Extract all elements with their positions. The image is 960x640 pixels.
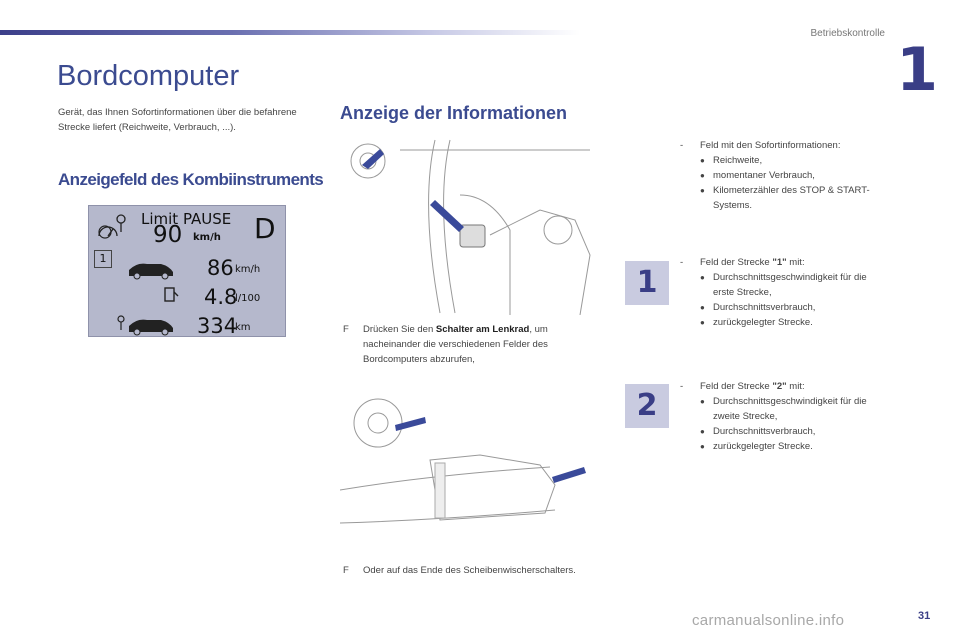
- list-item: ● Reichweite,: [700, 153, 870, 168]
- consumption-unit: l/100: [235, 293, 261, 304]
- gear-indicator: D: [254, 212, 276, 245]
- instruction1-pre: Drücken Sie den: [363, 324, 434, 335]
- average-speed-value: 86: [207, 256, 234, 280]
- list-item: ● zurückgelegter Strecke.: [700, 315, 870, 330]
- fuel-pump-icon: [165, 288, 178, 301]
- trip-1-heading-post: mit:: [789, 257, 805, 268]
- speed-limit-value: 90: [153, 222, 183, 248]
- list-item: ● Durchschnittsgeschwindigkeit für die zweite Strecke,: [700, 394, 870, 424]
- distance-unit: km: [235, 322, 251, 333]
- watermark: carmanualsonline.info: [692, 612, 845, 629]
- intro-text: Gerät, das Ihnen Sofortinformationen über die befahrene Strecke liefert (Reichweite, Verbrauch, ...).: [58, 107, 297, 133]
- trip-2-heading-pre: Feld der Strecke: [700, 381, 770, 392]
- instruction1-marker: F: [343, 324, 349, 335]
- section-title: Betriebskontrolle: [810, 28, 885, 39]
- instant-info-dash: -: [680, 140, 684, 151]
- trip-2-heading-num: "2": [772, 381, 787, 392]
- trip-1-dash: -: [680, 257, 684, 268]
- trip-1-heading-pre: Feld der Strecke: [700, 257, 770, 268]
- list-item: ● Durchschnittsverbrauch,: [700, 424, 870, 439]
- list-item: ● Durchschnittsverbrauch,: [700, 300, 870, 315]
- instant-info-block: [680, 138, 870, 213]
- trip-1-badge: 1: [625, 261, 669, 305]
- trip-1-block: [680, 255, 870, 330]
- trip-2-heading-post: mit:: [789, 381, 805, 392]
- instruction2-marker: F: [343, 565, 349, 576]
- trip-2-badge: 2: [625, 384, 669, 428]
- list-item: ● zurückgelegter Strecke.: [700, 439, 870, 454]
- page-number: 31: [918, 610, 931, 622]
- average-speed-unit: km/h: [235, 264, 261, 275]
- list-item: ● Kilometerzähler des STOP & START-Systems.: [700, 183, 870, 213]
- consumption-value: 4.8: [204, 285, 238, 309]
- page-title: Bordcomputer: [57, 60, 240, 92]
- car-icon-row3: [129, 320, 173, 335]
- limit-pause-label: Limit PAUSE: [141, 210, 232, 228]
- instruction-wiper-switch: [343, 563, 613, 578]
- distance-value: 334: [197, 314, 238, 338]
- trip-indicator: 1: [94, 250, 112, 268]
- instant-info-heading: Feld mit den Sofortinformationen:: [700, 140, 841, 151]
- wiper-switch-illustration: [340, 395, 620, 530]
- instruction2-text: Oder auf das Ende des Scheibenwischerschalters.: [363, 565, 576, 576]
- steering-wheel-switch-illustration: [340, 135, 620, 315]
- trip-2-dash: -: [680, 381, 684, 392]
- speed-limit-unit: km/h: [193, 232, 221, 243]
- header-gradient-bar: [0, 30, 580, 35]
- instruction1-post: , um nacheinander die verschiedenen Felder des Bordcomputers abzurufen,: [363, 324, 548, 365]
- list-item: ● Durchschnittsgeschwindigkeit für die erste Strecke,: [700, 270, 870, 300]
- car-icon-row1: [129, 264, 173, 279]
- chapter-number: 1: [896, 35, 938, 105]
- cluster-heading: Anzeigefeld des Kombiinstruments: [58, 170, 324, 189]
- trip-2-block: [680, 379, 870, 454]
- instrument-cluster-display: [88, 205, 286, 337]
- list-item: ● momentaner Verbrauch,: [700, 168, 870, 183]
- key-icon: [118, 316, 124, 330]
- instruction1-bold: Schalter am Lenkrad: [435, 324, 530, 335]
- trip-1-heading-num: "1": [772, 257, 787, 268]
- instruction-steering-switch: [343, 322, 603, 367]
- speed-limiter-icon: [99, 215, 125, 236]
- info-heading: Anzeige der Informationen: [340, 103, 568, 123]
